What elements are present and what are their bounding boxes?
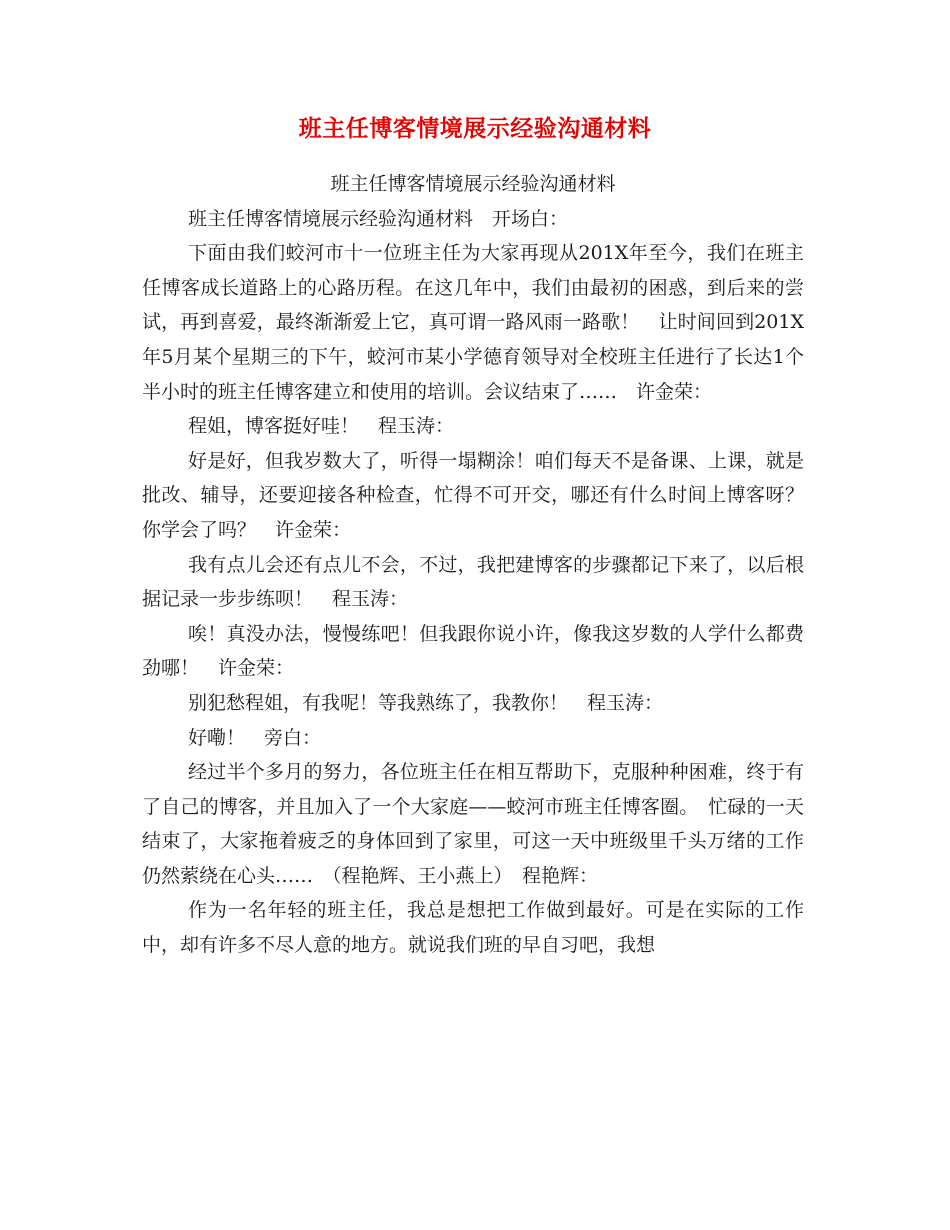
paragraph: 下面由我们蛟河市十一位班主任为大家再现从201X年至今，我们在班主任博客成长道路上的心路历程。在这几年中，我们由最初的困惑，到后来的尝试，再到喜爱，最终渐渐爱上它，真可谓一路风雨一路歌！ 让时间回到201X年5月某个星期三的下午，蛟河市某小学德育领导对全校班主任进行了长达1个半小时的班主任博客建立和使用的培训。会议结束了…… 许金荣： bbox=[142, 242, 804, 403]
paragraph: 好是好，但我岁数大了，听得一塌糊涂！咱们每天不是备课、上课，就是批改、辅导，还要迎接各种检查，忙得不可开交，哪还有什么时间上博客呀？你学会了吗？ 许金荣： bbox=[142, 449, 804, 541]
paragraph: 作为一名年轻的班主任，我总是想把工作做到最好。可是在实际的工作中，却有许多不尽人意的地方。就说我们班的早自习吧，我想 bbox=[142, 899, 804, 957]
paragraph: 唉！真没办法，慢慢练吧！但我跟你说小许，像我这岁数的人学什么都费劲哪！ 许金荣： bbox=[142, 622, 804, 680]
paragraph: 程姐，博客挺好哇！ 程玉涛： bbox=[188, 415, 455, 438]
document-title: 班主任博客情境展示经验沟通材料 bbox=[298, 115, 652, 142]
paragraph: 经过半个多月的努力，各位班主任在相互帮助下，克服种种困难，终于有了自己的博客，并且加入了一个大家庭——蛟河市班主任博客圈。 忙碌的一天结束了，大家拖着疲乏的身体回到了家里，可这一天中班级里千头万绪的工作仍然萦绕在心头…… （程艳辉、王小燕上） 程艳辉： bbox=[142, 761, 804, 887]
document-body bbox=[142, 167, 804, 963]
paragraph: 我有点儿会还有点儿不会，不过，我把建博客的步骤都记下来了，以后根据记录一步步练呗！ 程玉涛： bbox=[142, 553, 804, 611]
paragraph: 好嘞！ 旁白： bbox=[188, 726, 322, 749]
paragraph: 别犯愁程姐，有我呢！等我熟练了，我教你！ 程玉涛： bbox=[188, 691, 664, 714]
document-subtitle: 班主任博客情境展示经验沟通材料 bbox=[330, 173, 616, 195]
paragraph: 班主任博客情境展示经验沟通材料 开场白： bbox=[188, 207, 569, 230]
